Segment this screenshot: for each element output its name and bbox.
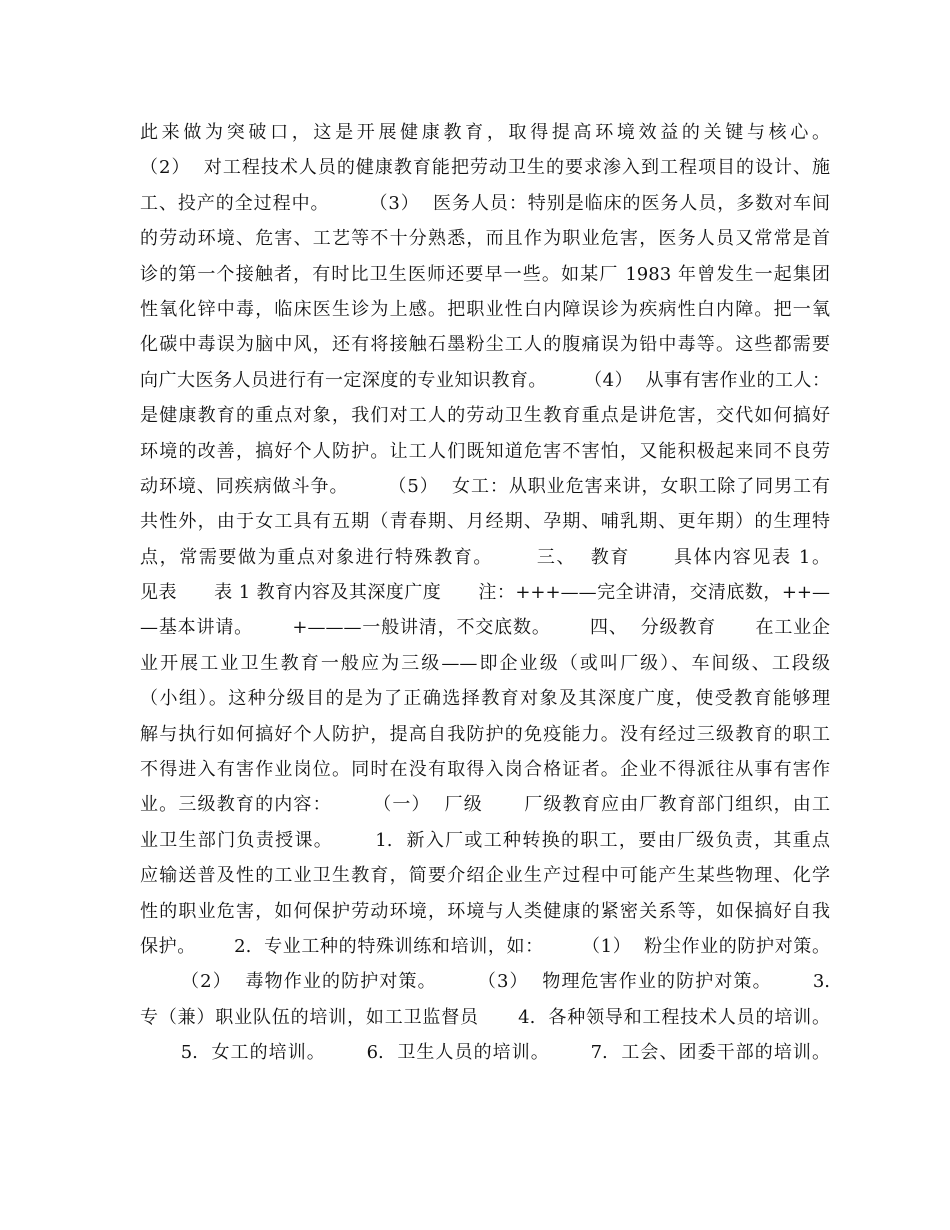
text-line: （2） 毒物作业的防护对策。 （3） 物理危害作业的防护对策。 3. xyxy=(140,971,830,993)
text-line: 是健康教育的重点对象，我们对工人的劳动卫生教育重点是讲危害，交代如何搞好 xyxy=(140,405,830,427)
text-line: 解与执行如何搞好个人防护，提高自我防护的免疫能力。没有经过三级教育的职工 xyxy=(140,723,830,745)
text-line: 化碳中毒误为脑中风，还有将接触石墨粉尘工人的腹痛误为铅中毒等。这些都需要 xyxy=(140,334,830,356)
text-line: 5. 女工的培训。 6. 卫生人员的培训。 7. 工会、团委干部的培训。 xyxy=(140,1042,830,1064)
text-line: 应输送普及性的工业卫生教育，简要介绍企业生产过程中可能产生某些物理、化学 xyxy=(140,865,830,887)
text-line: 点，常需要做为重点对象进行特殊教育。 三、 教育 具体内容见表 1。 xyxy=(140,546,830,568)
text-line: 专（兼）职业队伍的培训，如工卫监督员 4. 各种领导和工程技术人员的培训。 xyxy=(140,1006,830,1028)
text-line: 业卫生部门负责授课。 1. 新入厂或工种转换的职工，要由厂级负责，其重点 xyxy=(140,829,830,851)
text-line: 见表 表 1 教育内容及其深度广度 注：+++——完全讲清，交清底数，++— xyxy=(140,582,830,604)
body-text xyxy=(140,115,830,1071)
text-line: 此来做为突破口，这是开展健康教育，取得提高环境效益的关键与核心。 xyxy=(140,122,830,143)
text-line: 性氧化锌中毒，临床医生诊为上感。把职业性白内障误诊为疾病性白内障。把一氧 xyxy=(140,298,830,320)
text-line: 的劳动环境、危害、工艺等不十分熟悉，而且作为职业危害，医务人员又常常是首 xyxy=(140,228,830,250)
text-line: 保护。 2. 专业工种的特殊训练和培训，如： （1） 粉尘作业的防护对策。 xyxy=(140,935,830,957)
text-line: （小组）。这种分级目的是为了正确选择教育对象及其深度广度，使受教育能够理 xyxy=(140,688,830,710)
text-line: 环境的改善，搞好个人防护。让工人们既知道危害不害怕，又能积极起来同不良劳 xyxy=(140,440,830,462)
text-line: 共性外，由于女工具有五期（青春期、月经期、孕期、哺乳期、更年期）的生理特 xyxy=(140,511,830,533)
text-line: 业。三级教育的内容： （一） 厂级 厂级教育应由厂教育部门组织，由工 xyxy=(140,794,830,816)
text-line: —基本讲请。 +———一般讲清，不交底数。 四、 分级教育 在工业企 xyxy=(140,617,830,639)
text-line: 不得进入有害作业岗位。同时在没有取得入岗合格证者。企业不得派往从事有害作 xyxy=(140,759,830,781)
text-line: （2） 对工程技术人员的健康教育能把劳动卫生的要求渗入到工程项目的设计、施 xyxy=(140,157,830,179)
text-line: 向广大医务人员进行有一定深度的专业知识教育。 （4） 从事有害作业的工人： xyxy=(140,369,830,391)
text-line: 诊的第一个接触者，有时比卫生医师还要早一些。如某厂 1983 年曾发生一起集团 xyxy=(140,263,830,285)
text-line: 工、投产的全过程中。 （3） 医务人员：特别是临床的医务人员，多数对车间 xyxy=(140,192,830,214)
text-line: 动环境、同疾病做斗争。 （5） 女工：从职业危害来讲，女职工除了同男工有 xyxy=(140,475,830,497)
text-line: 业开展工业卫生教育一般应为三级——即企业级（或叫厂级）、车间级、工段级 xyxy=(140,652,830,674)
text-line: 性的职业危害，如何保护劳动环境，环境与人类健康的紧密关系等，如保搞好自我 xyxy=(140,900,830,922)
